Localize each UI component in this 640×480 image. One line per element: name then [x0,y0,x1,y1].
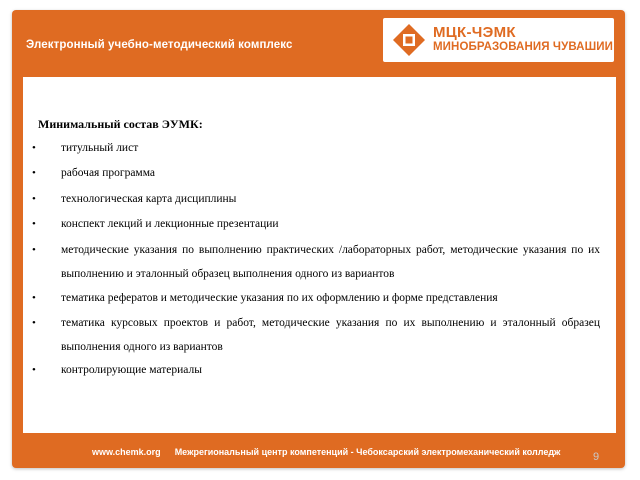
list-item [32,187,600,211]
list-item [32,238,600,286]
list-item-text: титульный лист [61,142,139,154]
footer-website-link[interactable]: www.chemk.org [92,447,161,457]
bullet-icon: • [32,317,36,329]
list-item-text: конспект лекций и лекционные презентации [61,218,279,230]
header-title: Электронный учебно-методический комплекс [26,39,293,51]
content-area [23,77,616,433]
list-item-text: рабочая программа [61,167,156,179]
logo-line2: МИНОБРАЗОВАНИЯ ЧУВАШИИ [433,41,613,53]
list-item-text: тематика курсовых проектов и работ, методические указания по их выполнению и эталонный образец выполнения одного из вариантов [61,317,600,353]
bullet-list [23,77,616,433]
page-number: 9 [593,451,600,463]
footer [92,447,560,457]
list-item [32,212,600,236]
bullet-icon: • [32,244,36,256]
bullet-icon: • [32,292,36,304]
bullet-icon: • [32,167,36,179]
list-item [32,161,600,185]
list-item-text: технологическая карта дисциплины [61,193,237,205]
footer-org-name: Межрегиональный центр компетенций - Чебоксарский электромеханический колледж [174,447,561,457]
section-title: Минимальный состав ЭУМК: [38,117,203,131]
list-item [32,358,600,382]
bullet-icon: • [32,218,36,230]
list-item [32,286,600,310]
bullet-icon: • [32,364,36,376]
list-item-text: методические указания по выполнению практических /лабораторных работ, методические указания по их выполнению и эталонный образец выполнения одного из вариантов [61,244,600,280]
logo [383,18,614,62]
bullet-icon: • [32,193,36,205]
list-item [32,136,600,160]
logo-line1: МЦК-ЧЭМК [433,24,516,41]
logo-mark-icon [392,23,426,57]
bullet-icon: • [32,142,36,154]
list-item-text: контролирующие материалы [61,364,202,376]
list-item-text: тематика рефератов и методические указания по их оформлению и форме представления [61,292,498,304]
list-item [32,311,600,359]
